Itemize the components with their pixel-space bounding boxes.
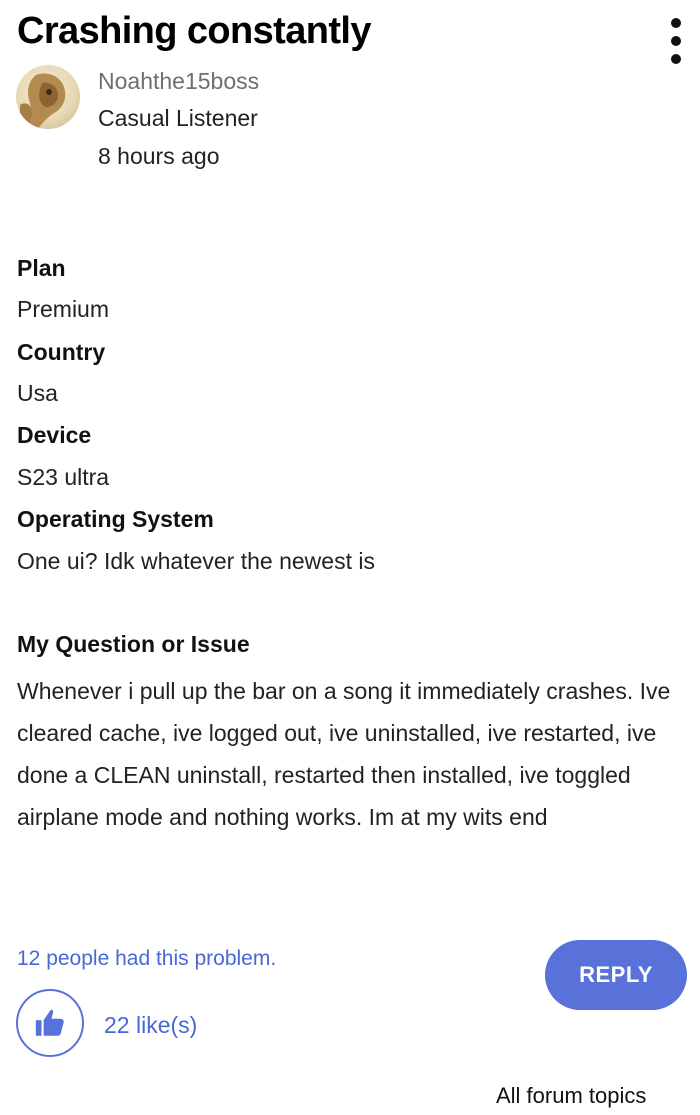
thumbs-up-icon xyxy=(33,1006,67,1040)
question-label: My Question or Issue xyxy=(17,631,250,657)
all-forum-topics-link[interactable]: All forum topics xyxy=(496,1083,647,1108)
post-timestamp: 8 hours ago xyxy=(98,143,220,169)
author-rank: Casual Listener xyxy=(98,105,258,131)
post-title: Crashing constantly xyxy=(17,10,371,52)
menu-dot xyxy=(671,18,681,28)
country-label: Country xyxy=(17,339,106,365)
menu-dot xyxy=(671,54,681,64)
avatar-image xyxy=(16,65,80,129)
device-value: S23 ultra xyxy=(17,464,110,490)
device-label: Device xyxy=(17,422,92,448)
reply-button[interactable]: REPLY xyxy=(545,940,687,1010)
question-body: Whenever i pull up the bar on a song it immediately crashes. Ive cleared cache, ive logged out, ive uninstalled, ive restarted, ive done a CLEAN uninstall, restarted then installed, ive toggled airplane mode and nothing works. Im at my wits end xyxy=(17,678,671,830)
more-vertical-icon[interactable] xyxy=(664,18,688,64)
plan-label: Plan xyxy=(17,255,66,281)
country-value: Usa xyxy=(17,380,58,406)
menu-dot xyxy=(671,36,681,46)
os-label: Operating System xyxy=(17,506,214,532)
like-count[interactable]: 22 like(s) xyxy=(104,1012,198,1038)
os-value: One ui? Idk whatever the newest is xyxy=(17,548,375,574)
like-button[interactable] xyxy=(16,989,84,1057)
avatar[interactable] xyxy=(16,65,80,129)
author-name[interactable]: Noahthe15boss xyxy=(98,68,260,94)
problem-count-link[interactable]: 12 people had this problem. xyxy=(17,947,277,970)
plan-value: Premium xyxy=(17,296,110,322)
